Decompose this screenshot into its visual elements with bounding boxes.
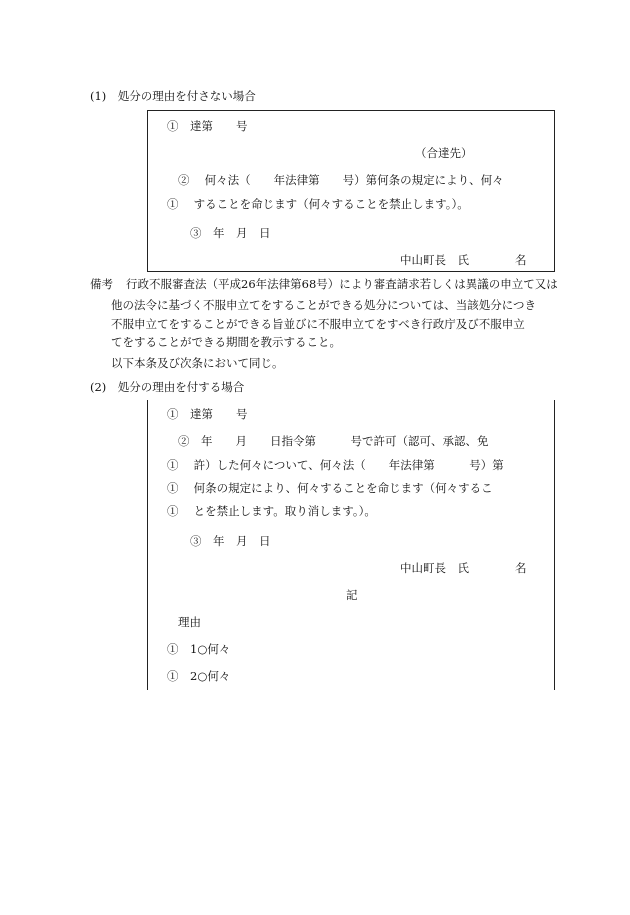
s2-body-line1: ② 年 月 日指令第 号で許可（認可、承認、免 bbox=[178, 434, 489, 448]
remarks-line2: 他の法令に基づく不服申立てをすることができる処分については、当該処分につき bbox=[111, 298, 537, 312]
s1-addressee: （合達先） bbox=[415, 146, 473, 160]
remarks-line4: てをすることができる期間を教示すること。 bbox=[111, 335, 341, 349]
s2-reason-item: ① 2○何々 bbox=[167, 669, 231, 683]
s2-body-line2: ① 許）した何々について、何々法（ 年法律第 号）第 bbox=[167, 458, 504, 472]
s2-date: ③ 年 月 日 bbox=[190, 534, 271, 548]
s1-date: ③ 年 月 日 bbox=[190, 226, 271, 240]
s2-signer: 中山町長 氏 名 bbox=[400, 561, 527, 575]
section2-heading: (2) 処分の理由を付する場合 bbox=[90, 380, 245, 394]
s2-ki: 記 bbox=[346, 588, 358, 602]
remarks-label: 備考 bbox=[90, 277, 113, 291]
remarks-note: 以下本条及び次条において同じ。 bbox=[111, 356, 284, 370]
remarks-line1: 行政不服審査法（平成26年法律第68号）により審査請求若しくは異議の申立て又は bbox=[126, 277, 558, 291]
s2-reason-item: ① 1○何々 bbox=[167, 642, 231, 656]
section1-notice-box bbox=[147, 110, 555, 272]
s1-body-line2: ① することを命じます（何々することを禁止します。）。 bbox=[167, 197, 469, 211]
s2-reason-label: 理由 bbox=[178, 615, 201, 629]
s2-box-right-border bbox=[554, 400, 555, 690]
section1-heading: (1) 処分の理由を付さない場合 bbox=[90, 89, 256, 103]
s1-doc-number: ① 達第 号 bbox=[167, 119, 248, 133]
s2-body-line3: ① 何条の規定により、何々することを命じます（何々するこ bbox=[167, 481, 493, 495]
s1-signer: 中山町長 氏 名 bbox=[400, 253, 527, 267]
s2-body-line4: ① とを禁止します。取り消します。）。 bbox=[167, 504, 376, 518]
s2-doc-number: ① 達第 号 bbox=[167, 407, 248, 421]
s1-body-line1: ② 何々法（ 年法律第 号）第何条の規定により、何々 bbox=[178, 173, 504, 187]
remarks-line3: 不服申立てをすることができる旨並びに不服申立てをすべき行政庁及び不服申立 bbox=[111, 317, 525, 331]
s2-box-left-border bbox=[147, 400, 148, 690]
